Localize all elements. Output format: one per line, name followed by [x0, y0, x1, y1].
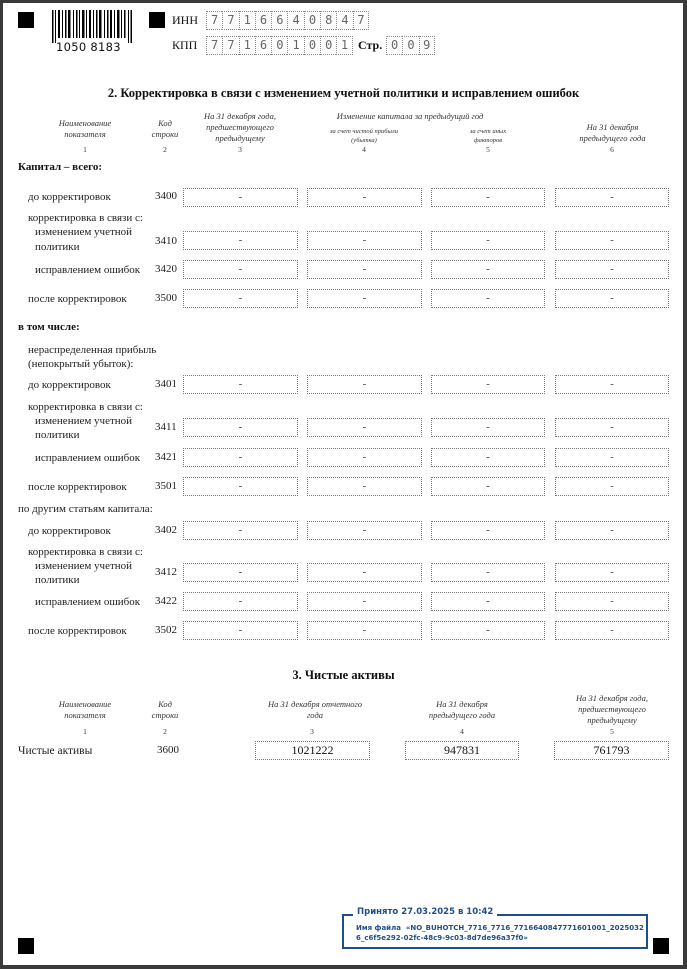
value-cell: -: [307, 231, 422, 250]
value-cell: -: [183, 592, 298, 611]
value-cell: -: [183, 375, 298, 394]
row-label: политики: [35, 429, 80, 441]
row-code: 3410: [155, 235, 177, 247]
value-cell: -: [431, 289, 545, 308]
value-cell: -: [555, 521, 669, 540]
group-capital-total: Капитал – всего:: [18, 161, 103, 173]
col-name-header: Наименование показателя: [58, 118, 112, 139]
row-code: 3501: [155, 480, 177, 492]
kpp-field: [206, 36, 353, 55]
row-code: 3402: [155, 524, 177, 536]
page-label: Стр.: [358, 38, 383, 52]
inn-digit: 4: [287, 11, 303, 30]
value-cell: -: [307, 188, 422, 207]
value-cell: -: [431, 188, 545, 207]
row-code: 3422: [155, 595, 177, 607]
stamp-file-name: [356, 923, 646, 943]
row-code: 3411: [155, 421, 177, 433]
value-cell: -: [431, 477, 545, 496]
value-cell: -: [431, 592, 545, 611]
row-label: до корректировок: [28, 525, 111, 537]
row-label: изменением учетной: [35, 226, 133, 238]
inn-digit: 0: [304, 11, 320, 30]
value-cell: -: [183, 477, 298, 496]
col3-header: На 31 декабря года, предшествующего предыдущему: [204, 111, 276, 143]
row-label: после корректировок: [28, 293, 127, 305]
value-cell: -: [431, 260, 545, 279]
net-assets-code: 3600: [157, 744, 179, 756]
row-label: изменением учетной: [35, 560, 133, 572]
group-including: в том числе:: [18, 321, 80, 333]
kpp-digit: 0: [304, 36, 320, 55]
change-header: Изменение капитала за предыдущий год: [336, 111, 484, 121]
col3-header: На 31 декабря отчетного года: [267, 699, 363, 720]
row-label: политики: [35, 574, 80, 586]
row-label: после корректировок: [28, 625, 127, 637]
value-cell: -: [555, 621, 669, 640]
value-cell: -: [183, 231, 298, 250]
col-number: 2: [163, 145, 167, 154]
value-cell: -: [183, 521, 298, 540]
stamp-title: Принято 27.03.2025 в 10:42: [353, 907, 497, 917]
value-cell: -: [183, 188, 298, 207]
value-cell: -: [431, 563, 545, 582]
value-cell: -: [555, 188, 669, 207]
row-label: корректировка в связи с:: [28, 546, 143, 558]
col-number: 1: [83, 145, 87, 154]
value-cell: -: [431, 521, 545, 540]
value-cell: -: [555, 563, 669, 582]
row-label: исправлением ошибок: [35, 452, 141, 464]
alignment-marker-bottom-left: [18, 938, 34, 954]
inn-digit: 6: [255, 11, 271, 30]
value-cell: -: [431, 448, 545, 467]
value-cell: -: [431, 418, 545, 437]
kpp-digit: 6: [255, 36, 271, 55]
barcode-number: 1050 8183: [56, 40, 121, 54]
row-label: корректировка в связи с:: [28, 401, 143, 413]
inn-digit: 7: [353, 11, 369, 30]
value-cell: -: [307, 621, 422, 640]
kpp-digit: 1: [239, 36, 255, 55]
kpp-digit: 0: [320, 36, 336, 55]
col-number: 2: [163, 727, 167, 736]
inn-digit: 4: [336, 11, 352, 30]
value-cell: -: [307, 563, 422, 582]
net-assets-previous-year: 947831: [405, 741, 519, 760]
page-digit: 0: [386, 36, 402, 55]
value-cell: -: [431, 621, 545, 640]
value-cell: -: [307, 448, 422, 467]
col-number: 1: [83, 727, 87, 736]
row-code: 3502: [155, 624, 177, 636]
col-code-header: Код строки: [151, 699, 179, 720]
file-name-value: «NO_BUHOTCH_7716_7716_7716640847771601001_20250326_c6f5e292-02fc-48c9-9c03-8d7de96a37f0»: [356, 924, 644, 942]
col-number: 3: [238, 145, 242, 154]
row-label: корректировка в связи с:: [28, 212, 143, 224]
row-label: исправлением ошибок: [35, 264, 141, 276]
value-cell: -: [307, 289, 422, 308]
inn-digit: 1: [239, 11, 255, 30]
value-cell: -: [555, 477, 669, 496]
value-cell: -: [183, 563, 298, 582]
row-label-retained-earnings: нераспределенная прибыль (непокрытый убыток):: [28, 344, 157, 370]
page-digit: 9: [419, 36, 435, 55]
inn-label: ИНН: [172, 13, 198, 27]
value-cell: -: [183, 418, 298, 437]
file-label: Имя файла: [356, 924, 401, 932]
col5-header: за счет иных факторов: [469, 128, 507, 144]
alignment-marker-top-left: [18, 12, 34, 28]
row-label: изменением учетной: [35, 415, 133, 427]
row-label-other-capital: по другим статьям капитала:: [18, 503, 153, 515]
inn-digit: 7: [222, 11, 238, 30]
row-code: 3412: [155, 566, 177, 578]
inn-digit: 7: [206, 11, 222, 30]
value-cell: -: [183, 260, 298, 279]
col5-header: На 31 декабря года, предшествующего предыдущему: [576, 693, 648, 725]
col-name-header: Наименование показателя: [58, 699, 112, 720]
col-number: 6: [610, 145, 614, 154]
inn-digit: 8: [320, 11, 336, 30]
row-code: 3500: [155, 292, 177, 304]
page-number-field: [386, 36, 435, 55]
alignment-marker-bottom-right: [653, 938, 669, 954]
row-code: 3401: [155, 378, 177, 390]
col-number: 5: [486, 145, 490, 154]
row-label: исправлением ошибок: [35, 596, 141, 608]
col-number: 5: [610, 727, 614, 736]
value-cell: -: [431, 231, 545, 250]
page-digit: 0: [402, 36, 418, 55]
col6-header: На 31 декабря предыдущего года: [579, 122, 646, 143]
inn-digit: 6: [271, 11, 287, 30]
section3-title: 3. Чистые активы: [292, 668, 395, 682]
value-cell: -: [307, 521, 422, 540]
col-code-header: Код строки: [151, 118, 179, 139]
value-cell: -: [555, 592, 669, 611]
row-code: 3420: [155, 263, 177, 275]
barcode-icon: [52, 10, 132, 43]
kpp-digit: 1: [287, 36, 303, 55]
row-label: политики: [35, 241, 80, 253]
row-code: 3421: [155, 451, 177, 463]
value-cell: -: [307, 477, 422, 496]
kpp-digit: 0: [271, 36, 287, 55]
col4-header: за счет чистой прибыли (убытка): [330, 128, 398, 144]
value-cell: -: [183, 448, 298, 467]
inn-field: [206, 11, 369, 30]
col4-header: На 31 декабря предыдущего года: [428, 699, 496, 720]
kpp-digit: 7: [222, 36, 238, 55]
value-cell: -: [555, 260, 669, 279]
kpp-digit: 1: [336, 36, 352, 55]
value-cell: -: [555, 418, 669, 437]
col-number: 4: [460, 727, 464, 736]
kpp-digit: 7: [206, 36, 222, 55]
row-code: 3400: [155, 190, 177, 202]
net-assets-label: Чистые активы: [18, 745, 93, 757]
value-cell: -: [555, 289, 669, 308]
col-number: 3: [310, 727, 314, 736]
value-cell: -: [431, 375, 545, 394]
value-cell: -: [307, 592, 422, 611]
section2-title: 2. Корректировка в связи с изменением учетной политики и исправлением ошибок: [107, 86, 580, 100]
alignment-marker-top-center: [149, 12, 165, 28]
value-cell: -: [183, 289, 298, 308]
row-label: до корректировок: [28, 191, 111, 203]
net-assets-current-year: 1021222: [255, 741, 370, 760]
value-cell: -: [555, 448, 669, 467]
value-cell: -: [555, 231, 669, 250]
col-number: 4: [362, 145, 366, 154]
row-label: до корректировок: [28, 379, 111, 391]
value-cell: -: [307, 418, 422, 437]
kpp-label: КПП: [172, 38, 198, 52]
value-cell: -: [307, 260, 422, 279]
row-label: после корректировок: [28, 481, 127, 493]
value-cell: -: [183, 621, 298, 640]
value-cell: -: [555, 375, 669, 394]
value-cell: -: [307, 375, 422, 394]
net-assets-year-before-previous: 761793: [554, 741, 669, 760]
